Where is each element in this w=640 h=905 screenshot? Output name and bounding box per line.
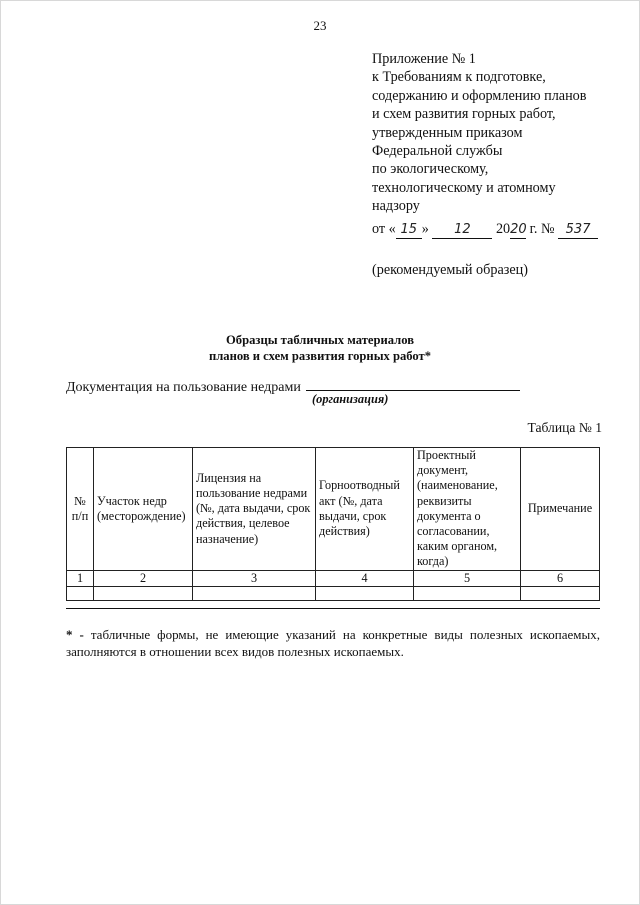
page-number: 23: [313, 18, 327, 33]
sample-note: (рекомендуемый образец): [372, 262, 528, 278]
table-row: [67, 586, 600, 600]
appendix-line: содержанию и оформлению планов: [372, 87, 587, 104]
documentation-label: Документация на пользование недрами: [66, 380, 301, 395]
documentation-line: [66, 378, 520, 396]
header-cell-license: Лицензия на пользование недрами (№, дата выдачи, срок действия, целевое назначение): [193, 448, 316, 571]
empty-cell: [94, 586, 193, 600]
column-number-cell: 2: [94, 570, 193, 586]
footnote: [66, 626, 600, 660]
header-cell-number: № п/п: [67, 448, 94, 571]
empty-cell: [193, 586, 316, 600]
appendix-line: технологическому и атомному: [372, 179, 556, 196]
header-cell-mining-act: Горноотводный акт (№, дата выдачи, срок действия): [316, 448, 414, 571]
empty-cell: [316, 586, 414, 600]
footnote-text: табличные формы, не имеющие указаний на конкретные виды полезных ископаемых, заполняются в отношении всех видов полезных ископаемых.: [66, 627, 600, 659]
appendix-line: к Требованиям к подготовке,: [372, 69, 546, 86]
footnote-marker: * -: [66, 627, 84, 642]
footnote-separator: [66, 608, 600, 609]
order-day-handwritten: 15: [396, 222, 422, 239]
table-header-row: [67, 448, 600, 571]
order-date-line: [372, 221, 622, 239]
appendix-line: утвержденным приказом: [372, 124, 523, 141]
table-label: Таблица № 1: [527, 420, 602, 435]
document-title: [0, 332, 640, 364]
table-row: [67, 570, 600, 586]
header-cell-site: Участок недр (месторождение): [94, 448, 193, 571]
header-cell-note: Примечание: [521, 448, 600, 571]
appendix-line: надзору: [372, 198, 420, 215]
appendix-line: Федеральной службы: [372, 143, 503, 160]
header-cell-project-document: Проектный документ, (наименование, реквизиты документа о согласовании, каким органом, когда): [414, 448, 521, 571]
order-year-prefix: 20: [495, 221, 511, 237]
empty-cell: [521, 586, 600, 600]
order-year-label: г. №: [529, 221, 555, 237]
title-line: Образцы табличных материалов: [225, 333, 415, 347]
title-line: планов и схем развития горных работ*: [208, 349, 432, 363]
order-date-quote: »: [421, 221, 429, 237]
appendix-line: Приложение № 1: [372, 51, 476, 67]
empty-cell: [414, 586, 521, 600]
column-number-cell: 1: [67, 570, 94, 586]
column-number-cell: 3: [193, 570, 316, 586]
order-number-handwritten: 537: [558, 222, 598, 239]
appendix-block: [372, 50, 622, 216]
order-year-handwritten: 20: [510, 222, 527, 237]
organization-caption: (организация): [312, 392, 389, 406]
appendix-line: и схем развития горных работ,: [372, 106, 556, 123]
order-date-prefix: от «: [372, 221, 396, 237]
order-month-handwritten: 12: [432, 222, 492, 239]
organization-blank-field: [306, 378, 520, 391]
column-number-cell: 6: [521, 570, 600, 586]
appendix-line: по экологическому,: [372, 161, 489, 178]
materials-table: [66, 447, 600, 601]
column-number-cell: 4: [316, 570, 414, 586]
empty-cell: [67, 586, 94, 600]
column-number-cell: 5: [414, 570, 521, 586]
